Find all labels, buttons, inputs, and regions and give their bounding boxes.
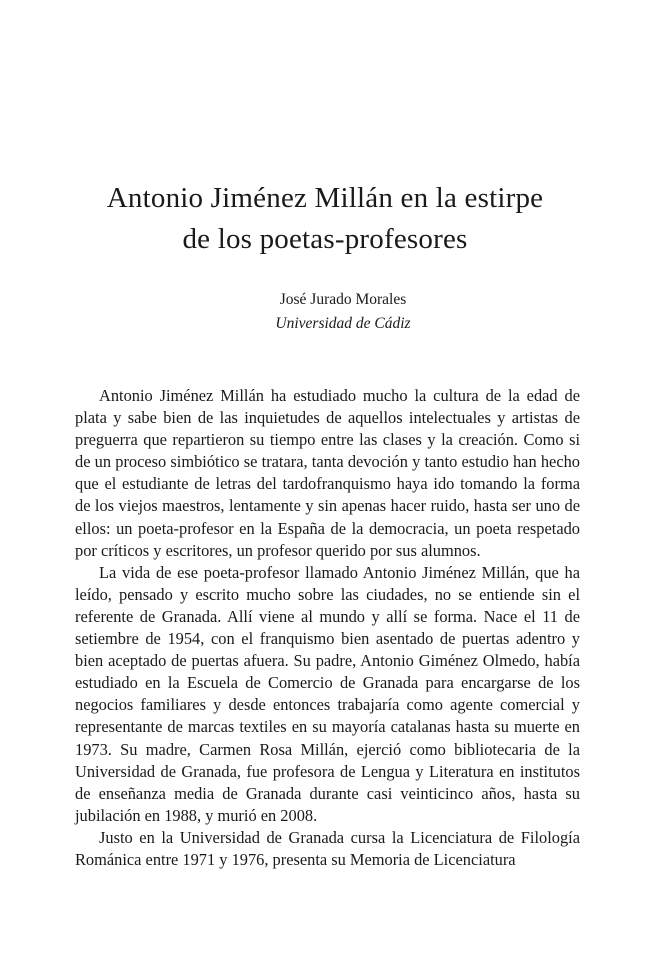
author-name: José Jurado Morales <box>279 291 407 308</box>
paragraph-2: La vida de ese poeta-profesor llamado Antonio Jiménez Millán, que ha leído, pensado y escrito mucho sobre las ciudades, no se entiende sin el referente de Granada. Allí viene al mundo y allí se forma. Nace el 11 de setiembre de 1954, con el franquismo bien asentado de puertas adentro y bien aceptado de puertas afuera. Su padre, Antonio Giménez Olmedo, había estudiado en la Escuela de Comercio de Granada para encargarse de los negocios familiares y desde entonces trabajaría como agente comercial y representante de marcas textiles en su mayoría catalanas hasta su muerte en 1973. Su madre, Carmen Rosa Millán, ejerció como bibliotecaria de la Universidad de Granada, fue profesora de Lengua y Literatura en institutos de enseñanza media de Granada durante casi veinticinco años, hasta su jubilación en 1988, y murió en 2008. <box>75 562 580 825</box>
paragraph-3: Justo en la Universidad de Granada cursa la Licenciatura de Filología Románica entre 1971 y 1976, presenta su Memoria de Licenciatura <box>75 827 580 869</box>
byline <box>0 288 650 336</box>
paragraph-1: Antonio Jiménez Millán ha estudiado mucho la cultura de la edad de plata y sabe bien de las inquietudes de aquellos intelectuales y artistas de preguerra que repartieron su tiempo entre las clases y la creación. Como si de un proceso simbiótico se tratara, tanta devoción y tanto estudio han hecho que el estudiante de letras del tardofranquismo haya ido tomando la forma de los viejos maestros, lentamente y sin apenas hacer ruido, hasta ser uno de ellos: un poeta-profesor en la España de la democracia, un poeta respetado por críticos y escritores, un profesor querido por sus alumnos. <box>75 386 580 560</box>
title-line-1: Antonio Jiménez Millán en la estirpe <box>106 182 544 214</box>
article-body <box>75 385 580 871</box>
article-title <box>0 178 650 260</box>
title-line-2: de los poetas-profesores <box>182 223 468 255</box>
author-affiliation: Universidad de Cádiz <box>275 315 411 332</box>
